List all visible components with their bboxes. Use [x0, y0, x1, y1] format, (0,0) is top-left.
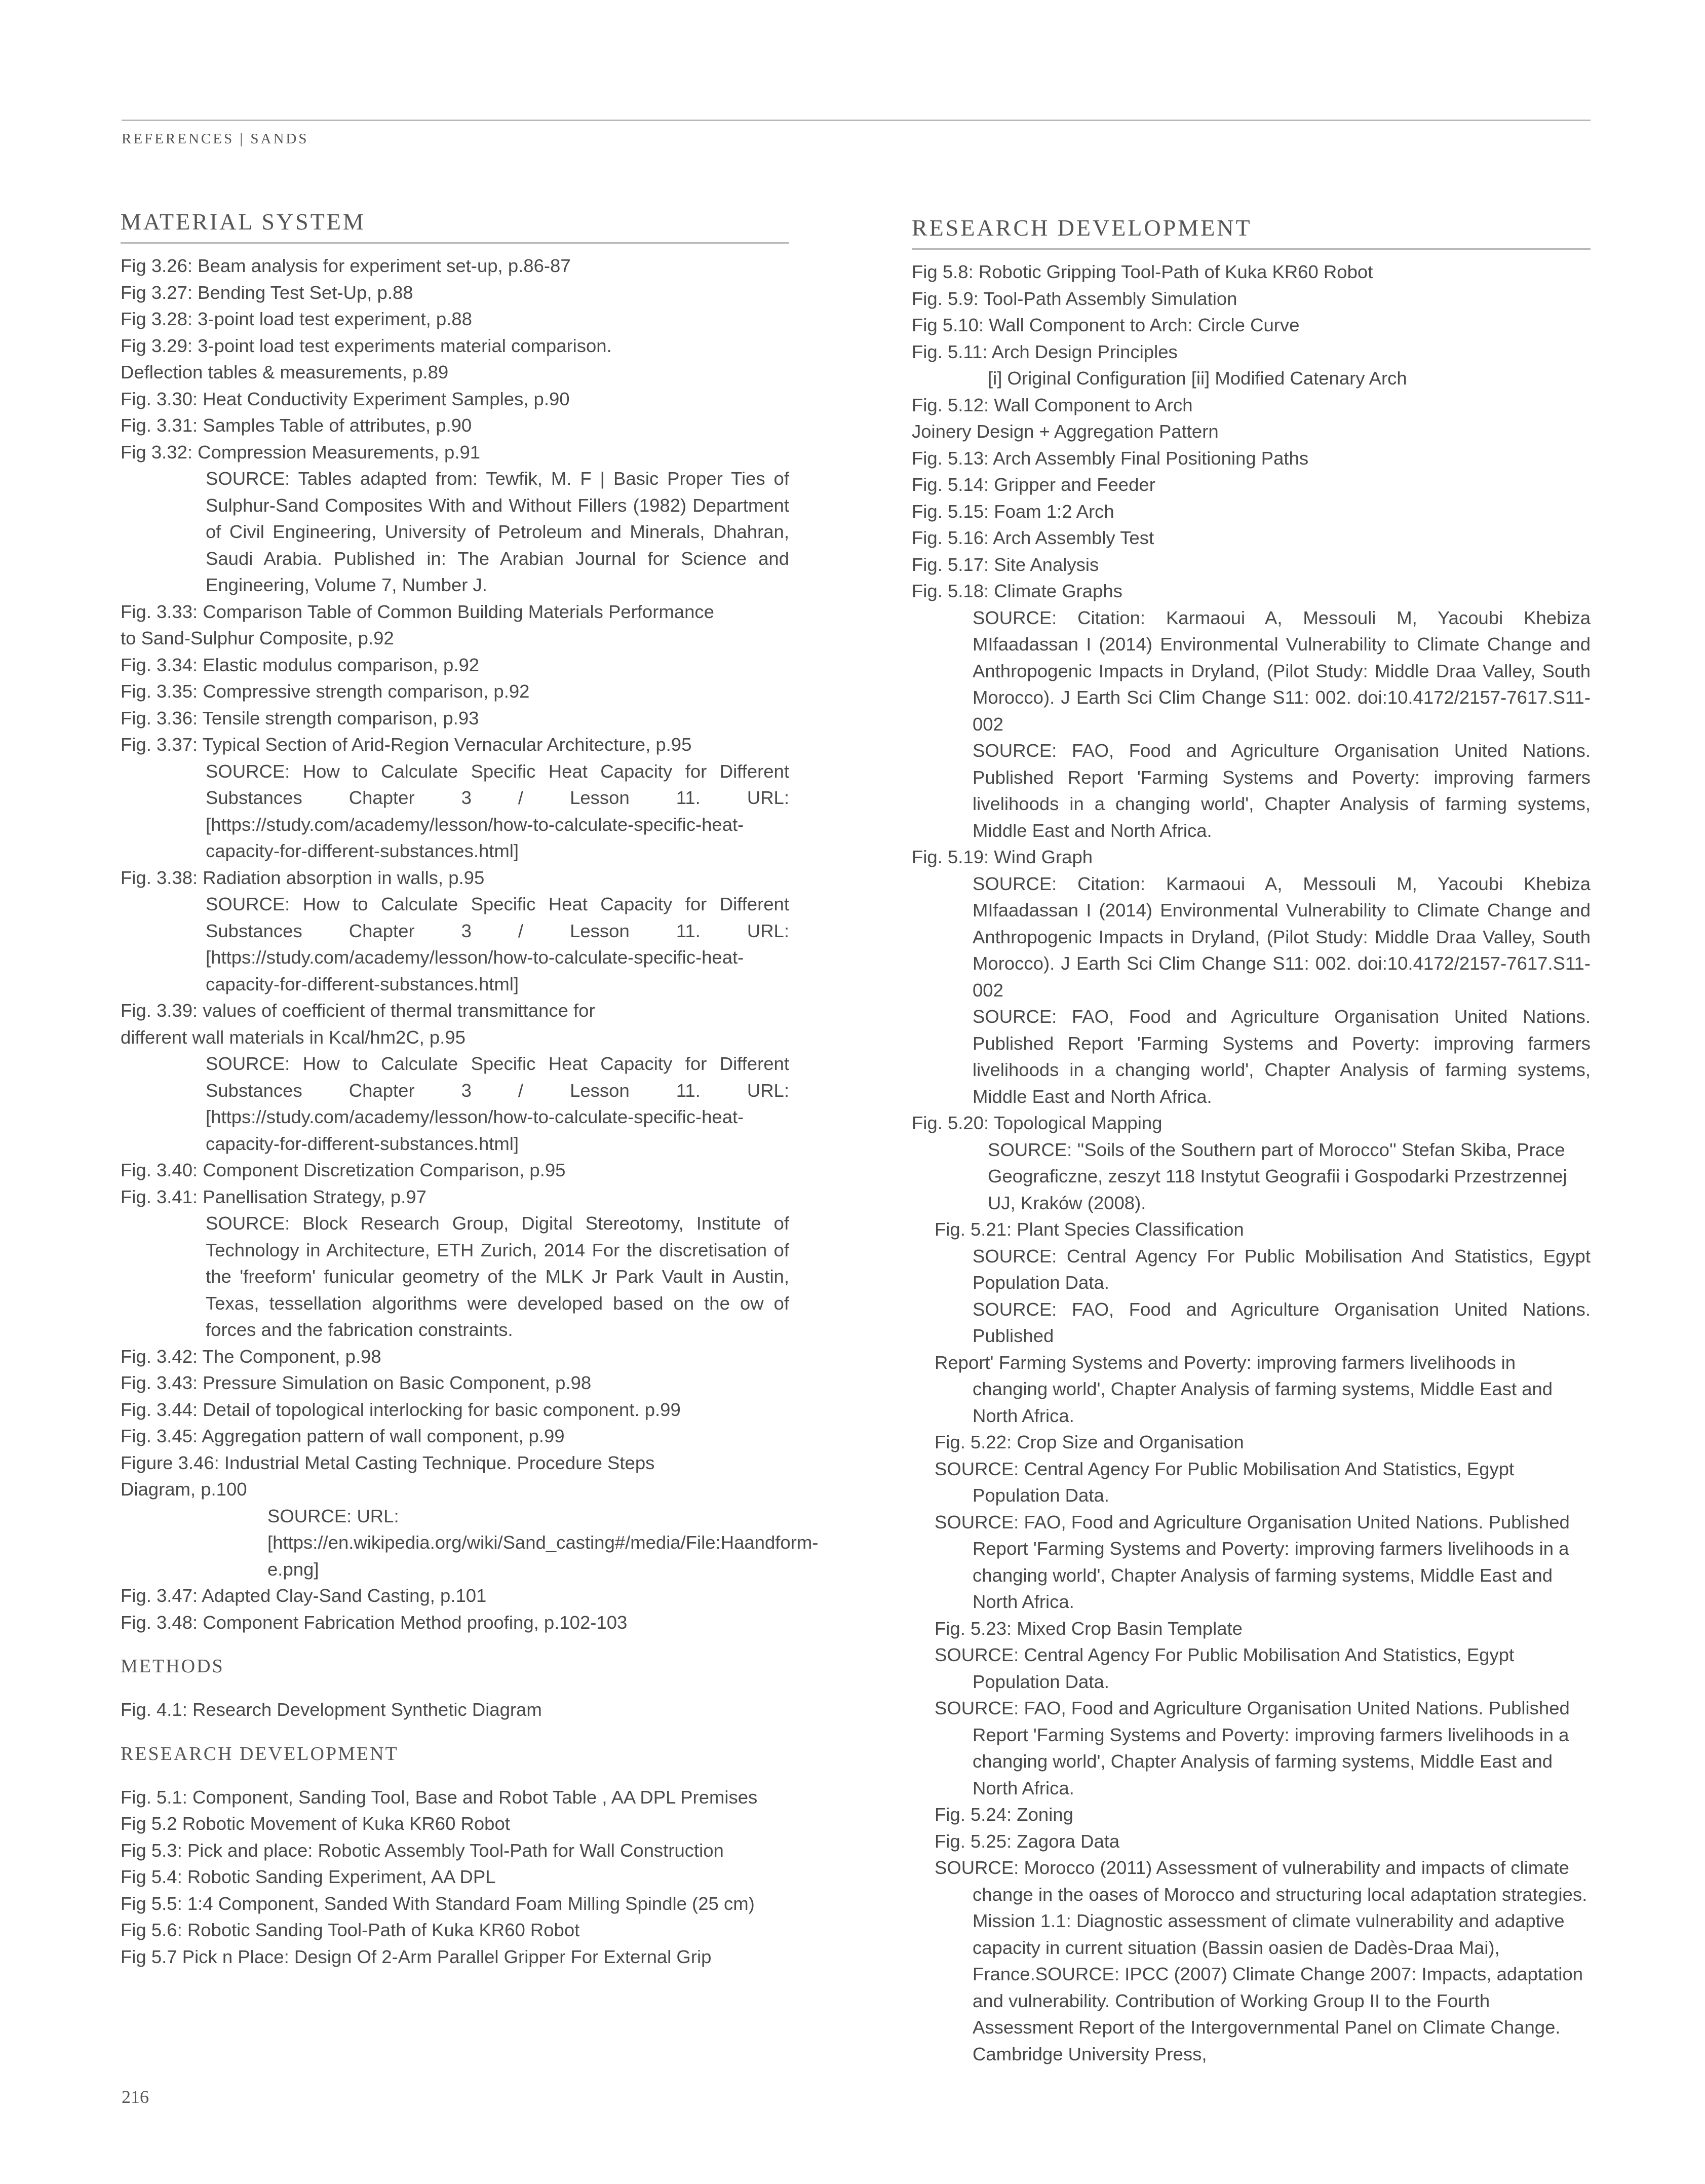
- reference-entry: Fig 5.4: Robotic Sanding Experiment, AA DPL: [121, 1866, 496, 1887]
- reference-entry: Fig. 5.20: Topological Mapping: [912, 1113, 1162, 1133]
- reference-entry: Fig. 5.9: Tool-Path Assembly Simulation: [912, 288, 1237, 309]
- reference-entry: Fig 3.26: Beam analysis for experiment set-up, p.86-87: [121, 255, 571, 276]
- source-citation: Report' Farming Systems and Poverty: improving farmers livelihoods in changing world', Chapter Analysis of farming systems, Middle East and North Africa.: [935, 1352, 1553, 1426]
- source-citation: SOURCE: How to Calculate Specific Heat Capacity for Different Substances Chapter 3 / Lesson 11. URL: [https://study.com/academy/lesson/how-to-calculate-specific-heat-capacity-for-different-substances.html]: [206, 1053, 789, 1154]
- source-citation: SOURCE: ''Soils of the Southern part of Morocco'' Stefan Skiba, Prace Geograficzne, zeszyt 118 Instytut Geografii i Gospodarki Przestrzennej UJ, Kraków (2008).: [988, 1139, 1567, 1213]
- source-citation: SOURCE: FAO, Food and Agriculture Organisation United Nations. Published: [973, 1298, 1591, 1346]
- section-title-research-development-right: RESEARCH DEVELOPMENT: [912, 213, 1591, 250]
- reference-entry: Fig. 3.30: Heat Conductivity Experiment Samples, p.90: [121, 388, 570, 409]
- source-citation: SOURCE: FAO, Food and Agriculture Organisation United Nations. Published Report 'Farming Systems and Poverty: improving farmers livelihoods in a changing world', Chapter Analysis of farming systems, Middle East and North Africa.: [935, 1698, 1570, 1798]
- source-citation: SOURCE: How to Calculate Specific Heat Capacity for Different Substances Chapter 3 / Lesson 11. URL: [https://study.com/academy/lesson/how-to-calculate-specific-heat-capacity-for-different-substances.html]: [206, 894, 789, 994]
- reference-entry: Fig. 3.35: Compressive strength comparison, p.92: [121, 681, 530, 702]
- reference-entry: Fig 5.2 Robotic Movement of Kuka KR60 Robot: [121, 1813, 510, 1834]
- reference-entry: Fig. 5.11: Arch Design Principles: [912, 341, 1178, 362]
- reference-entry: Fig. 3.39: values of coefficient of thermal transmittance for: [121, 1000, 595, 1021]
- reference-entry: Fig. 3.38: Radiation absorption in walls, p.95: [121, 867, 485, 888]
- reference-entry: Fig. 5.23: Mixed Crop Basin Template: [935, 1618, 1243, 1639]
- source-citation: SOURCE: How to Calculate Specific Heat Capacity for Different Substances Chapter 3 / Lesson 11. URL: [https://study.com/academy/lesson/how-to-calculate-specific-heat-capacity-for-different-substances.html]: [206, 760, 789, 861]
- source-citation: SOURCE: Citation: Karmaoui A, Messouli M, Yacoubi Khebiza MIfaadassan I (2014) Environmental Vulnerability to Climate Change and Anthropogenic Impacts in Dryland, (Pilot Study: Middle Draa Valley, South Morocco). J Earth Sci Clim Change S11: 002. doi:10.4172/2157-7617.S11-002: [973, 873, 1591, 1001]
- reference-entry: Fig 3.29: 3-point load test experiments material comparison.: [121, 335, 612, 356]
- reference-entry: Fig 5.8: Robotic Gripping Tool-Path of Kuka KR60 Robot: [912, 261, 1373, 282]
- reference-entry: to Sand-Sulphur Composite, p.92: [121, 628, 394, 648]
- reference-entry: different wall materials in Kcal/hm2C, p.95: [121, 1026, 466, 1048]
- reference-entry: Fig. 3.40: Component Discretization Comparison, p.95: [121, 1160, 566, 1180]
- reference-entry: Fig. 3.43: Pressure Simulation on Basic Component, p.98: [121, 1372, 592, 1393]
- reference-entry: Fig. 3.33: Comparison Table of Common Building Materials Performance: [121, 601, 714, 622]
- reference-entry: Fig. 5.15: Foam 1:2 Arch: [912, 501, 1114, 522]
- reference-entry: Fig. 3.41: Panellisation Strategy, p.97: [121, 1186, 427, 1207]
- reference-entry: Fig. 5.14: Gripper and Feeder: [912, 474, 1155, 495]
- reference-entry: Fig. 3.34: Elastic modulus comparison, p.92: [121, 654, 480, 675]
- reference-entry: Fig. 5.21: Plant Species Classification: [935, 1219, 1244, 1240]
- reference-entry-subline: [i] Original Configuration [ii] Modified Catenary Arch: [988, 368, 1407, 389]
- source-citation: SOURCE: FAO, Food and Agriculture Organisation United Nations. Published Report 'Farming Systems and Poverty: improving farmers livelihoods in a changing world', Chapter Analysis of farming systems, Middle East and North Africa.: [973, 1006, 1591, 1107]
- reference-entry: Fig 3.27: Bending Test Set-Up, p.88: [121, 282, 413, 303]
- reference-entry: Joinery Design + Aggregation Pattern: [912, 421, 1219, 442]
- reference-entry: Fig. 5.17: Site Analysis: [912, 554, 1099, 575]
- reference-entry: Figure 3.46: Industrial Metal Casting Technique. Procedure Steps: [121, 1452, 655, 1473]
- source-citation: SOURCE: FAO, Food and Agriculture Organisation United Nations. Published Report 'Farming Systems and Poverty: improving farmers livelihoods in a changing world', Chapter Analysis of farming systems, Middle East and North Africa.: [973, 740, 1591, 841]
- left-column: [121, 207, 819, 1970]
- reference-entry: Fig. 3.44: Detail of topological interlocking for basic component. p.99: [121, 1399, 681, 1420]
- reference-entry: Fig 3.32: Compression Measurements, p.91: [121, 441, 481, 463]
- reference-entry: Fig 5.3: Pick and place: Robotic Assembly Tool-Path for Wall Construction: [121, 1840, 724, 1861]
- source-citation: SOURCE: Central Agency For Public Mobilisation And Statistics, Egypt Population Data.: [935, 1644, 1515, 1692]
- page-number: 216: [122, 2087, 149, 2107]
- reference-entry: Diagram, p.100: [121, 1479, 247, 1500]
- source-citation: SOURCE: FAO, Food and Agriculture Organisation United Nations. Published Report 'Farming Systems and Poverty: improving farmers livelihoods in a changing world', Chapter Analysis of farming systems, Middle East and North Africa.: [935, 1511, 1570, 1612]
- reference-entry: Fig. 3.48: Component Fabrication Method proofing, p.102-103: [121, 1612, 628, 1633]
- reference-entry: Fig. 3.42: The Component, p.98: [121, 1346, 381, 1367]
- reference-entry: Fig. 5.18: Climate Graphs: [912, 581, 1122, 601]
- reference-entry: Fig. 5.25: Zagora Data: [935, 1830, 1120, 1852]
- reference-entry: Fig. 5.19: Wind Graph: [912, 847, 1093, 867]
- source-citation: SOURCE: Morocco (2011) Assessment of vulnerability and impacts of climate change in the oases of Morocco and structuring local adaptation strategies. Mission 1.1: Diagnostic assessment of climate vulnerability and adaptive capacity in current situation (Bassin oasien de Dadès-Draa Mai), France.SOURCE: IPCC (2007) Climate Change 2007: Impacts, adaptation and vulnerability. Contribution of Working Group II to the Fourth Assessment Report of the Intergovernmental Panel on Climate Change. Cambridge University Press,: [935, 1857, 1587, 2064]
- reference-entry: Fig 5.10: Wall Component to Arch: Circle Curve: [912, 315, 1300, 335]
- source-citation: SOURCE: URL: [https://en.wikipedia.org/wiki/Sand_casting#/media/File:Haandform-e.png]: [267, 1505, 819, 1580]
- source-citation: SOURCE: Tables adapted from: Tewfik, M. F | Basic Proper Ties of Sulphur-Sand Composites With and Without Fillers (1982) Department of Civil Engineering, University of Petroleum and Minerals, Dhahran, Saudi Arabia. Published in: The Arabian Journal for Science and Engineering, Volume 7, Number J.: [206, 468, 789, 595]
- source-citation: SOURCE: Central Agency For Public Mobilisation And Statistics, Egypt Population Data.: [973, 1245, 1591, 1293]
- reference-entry: Fig. 5.13: Arch Assembly Final Positioning Paths: [912, 447, 1309, 469]
- reference-entry: Fig. 5.16: Arch Assembly Test: [912, 527, 1154, 548]
- reference-entry: Fig. 4.1: Research Development Synthetic Diagram: [121, 1699, 542, 1720]
- section-title-research-development: RESEARCH DEVELOPMENT: [121, 1743, 399, 1765]
- reference-entry: Fig. 3.36: Tensile strength comparison, p.93: [121, 707, 479, 729]
- source-citation: SOURCE: Citation: Karmaoui A, Messouli M, Yacoubi Khebiza MIfaadassan I (2014) Environmental Vulnerability to Climate Change and Anthropogenic Impacts in Dryland, (Pilot Study: Middle Draa Valley, South Morocco). J Earth Sci Clim Change S11: 002. doi:10.4172/2157-7617.S11-002: [973, 607, 1591, 735]
- reference-entry: Fig. 5.1: Component, Sanding Tool, Base and Robot Table , AA DPL Premises: [121, 1786, 758, 1808]
- section-title-methods: METHODS: [121, 1656, 224, 1677]
- reference-entry: Fig. 5.24: Zoning: [935, 1804, 1073, 1825]
- reference-entry: Fig. 3.31: Samples Table of attributes, p.90: [121, 415, 472, 436]
- reference-entry: Fig 3.28: 3-point load test experiment, p.88: [121, 309, 472, 329]
- reference-entry: Fig 5.7 Pick n Place: Design Of 2-Arm Parallel Gripper For External Grip: [121, 1946, 712, 1967]
- section-title-material-system: MATERIAL SYSTEM: [121, 207, 789, 244]
- reference-entry: Deflection tables & measurements, p.89: [121, 362, 449, 382]
- reference-entry: Fig. 3.37: Typical Section of Arid-Region Vernacular Architecture, p.95: [121, 734, 692, 755]
- running-head: REFERENCES | SANDS: [122, 131, 309, 147]
- header-rule: [122, 120, 1591, 121]
- reference-entry: Fig. 3.45: Aggregation pattern of wall component, p.99: [121, 1426, 565, 1446]
- source-citation: SOURCE: Block Research Group, Digital Stereotomy, Institute of Technology in Architecture, ETH Zurich, 2014 For the discretisation of the 'freeform' funicular geometry of the MLK Jr Park Vault in Austin, Texas, tessellation algorithms were developed based on the ow of forces and the fabrication constraints.: [206, 1213, 789, 1340]
- source-citation: SOURCE: Central Agency For Public Mobilisation And Statistics, Egypt Population Data.: [935, 1458, 1515, 1506]
- reference-entry: Fig 5.5: 1:4 Component, Sanded With Standard Foam Milling Spindle (25 cm): [121, 1893, 755, 1914]
- reference-entry: Fig. 5.22: Crop Size and Organisation: [935, 1432, 1244, 1452]
- reference-entry: Fig 5.6: Robotic Sanding Tool-Path of Kuka KR60 Robot: [121, 1920, 580, 1940]
- reference-entry: Fig. 3.47: Adapted Clay-Sand Casting, p.101: [121, 1585, 487, 1606]
- reference-entry: Fig. 5.12: Wall Component to Arch: [912, 394, 1193, 415]
- right-column: [912, 213, 1591, 2067]
